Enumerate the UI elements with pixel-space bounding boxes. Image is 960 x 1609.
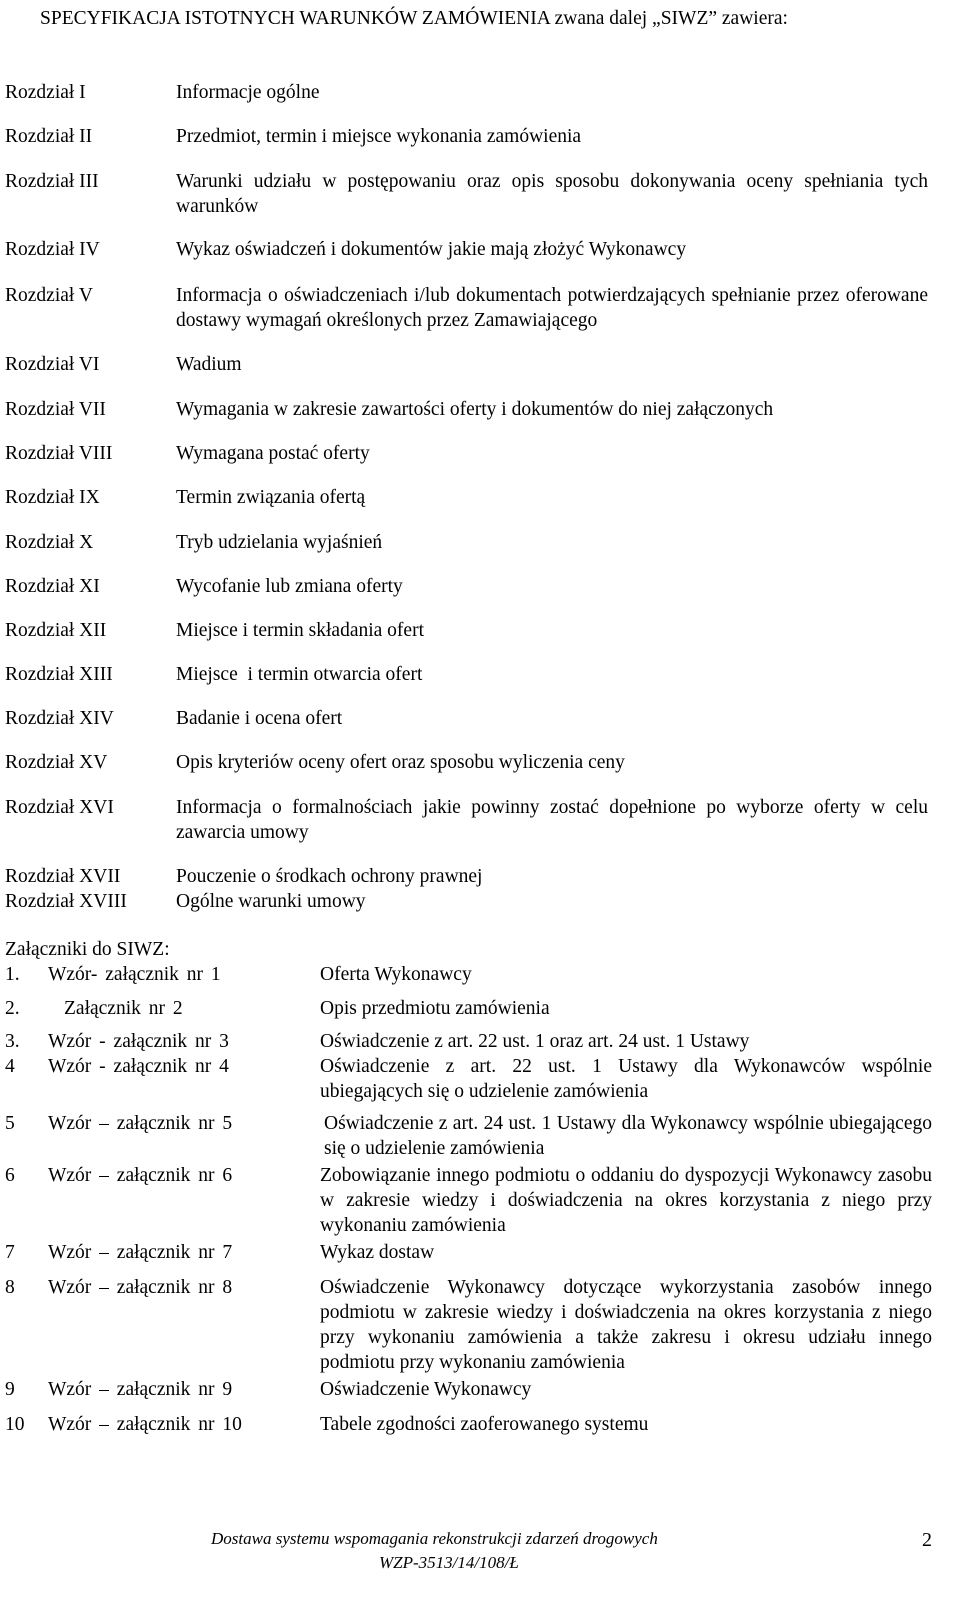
annex-label: Wzór – załącznik nr 8 [48, 1277, 233, 1298]
chapter-title: Informacja o formalnościach jakie powinny zostać dopełnione po wyborze oferty w celu zawarcia umowy [176, 797, 928, 843]
chapter-label: Rozdział XI [5, 576, 100, 597]
chapter-label: Rozdział II [5, 126, 93, 147]
document-title: SPECYFIKACJA ISTOTNYCH WARUNKÓW ZAMÓWIENIA zwana dalej „SIWZ” zawiera: [40, 8, 788, 29]
chapter-title: Pouczenie o środkach ochrony prawnej [176, 866, 483, 887]
chapter-title: Opis kryteriów oceny ofert oraz sposobu wyliczenia ceny [176, 752, 625, 773]
chapter-title: Przedmiot, termin i miejsce wykonania zamówienia [176, 126, 582, 147]
annex-title: Zobowiązanie innego podmiotu o oddaniu do dyspozycji Wykonawcy zasobu w zakresie wiedzy i doświadczenia na okres korzystania z niego przy wykonaniu zamówienia [320, 1165, 932, 1236]
annex-title: Oświadczenie z art. 22 ust. 1 oraz art. 24 ust. 1 Ustawy [320, 1031, 750, 1052]
annex-label: Załącznik nr 2 [64, 998, 183, 1019]
chapter-title: Informacje ogólne [176, 82, 320, 103]
footer-title: Dostawa systemu wspomagania rekonstrukcji zdarzeń drogowych [211, 1529, 658, 1548]
annex-label: Wzór- załącznik nr 1 [48, 964, 221, 985]
annexes-heading: Załączniki do SIWZ: [5, 939, 170, 960]
annex-label: Wzór - załącznik nr 4 [48, 1056, 229, 1077]
chapter-label: Rozdział VIII [5, 443, 113, 464]
chapter-title: Wykaz oświadczeń i dokumentów jakie mają złożyć Wykonawcy [176, 239, 687, 260]
annex-title: Wykaz dostaw [320, 1242, 435, 1263]
annex-number: 2. [5, 998, 20, 1019]
chapter-title: Miejsce i termin składania ofert [176, 620, 424, 641]
chapter-label: Rozdział VII [5, 399, 106, 420]
chapter-label: Rozdział XVIII [5, 891, 127, 912]
chapter-label: Rozdział XIII [5, 664, 113, 685]
chapter-title: Wycofanie lub zmiana oferty [176, 576, 403, 597]
chapter-label: Rozdział IV [5, 239, 100, 260]
annex-number: 9 [5, 1379, 15, 1400]
chapter-label: Rozdział XII [5, 620, 107, 641]
annex-label: Wzór - załącznik nr 3 [48, 1031, 229, 1052]
chapter-label: Rozdział XVII [5, 866, 121, 887]
chapter-label: Rozdział I [5, 82, 86, 103]
chapter-label: Rozdział III [5, 171, 99, 192]
chapter-label: Rozdział XV [5, 752, 108, 773]
annex-title: Oświadczenie Wykonawcy dotyczące wykorzystania zasobów innego podmiotu w zakresie wiedzy i doświadczenia na okres korzystania z niego przy wykonaniu zamówienia a także zakresu i okresu udziału innego podmiotu przy wykonaniu zamówienia [320, 1277, 932, 1373]
chapter-title: Wymagania w zakresie zawartości oferty i dokumentów do niej załączonych [176, 399, 774, 420]
chapter-label: Rozdział X [5, 532, 94, 553]
chapter-title: Ogólne warunki umowy [176, 891, 366, 912]
annex-number: 7 [5, 1242, 15, 1263]
chapter-label: Rozdział V [5, 285, 93, 306]
chapter-label: Rozdział XVI [5, 797, 114, 818]
annex-number: 5 [5, 1113, 15, 1134]
page-number: 2 [922, 1529, 932, 1551]
annex-number: 3. [5, 1031, 20, 1052]
annex-label: Wzór – załącznik nr 10 [48, 1414, 242, 1435]
chapter-title: Warunki udziału w postępowaniu oraz opis sposobu dokonywania oceny spełniania tych warunków [176, 171, 928, 217]
annex-label: Wzór – załącznik nr 7 [48, 1242, 233, 1263]
annex-number: 8 [5, 1277, 15, 1298]
annex-label: Wzór – załącznik nr 9 [48, 1379, 233, 1400]
annex-number: 10 [5, 1414, 25, 1435]
annex-title: Oświadczenie Wykonawcy [320, 1379, 532, 1400]
annex-title: Oświadczenie z art. 24 ust. 1 Ustawy dla Wykonawcy wspólnie ubiegającego się o udzielenie zamówienia [324, 1113, 932, 1159]
annex-number: 6 [5, 1165, 15, 1186]
chapter-title: Tryb udzielania wyjaśnień [176, 532, 383, 553]
chapter-title: Wymagana postać oferty [176, 443, 370, 464]
chapter-title: Informacja o oświadczeniach i/lub dokumentach potwierdzających spełnianie przez oferowane dostawy wymagań określonych przez Zamawiającego [176, 285, 928, 331]
chapter-label: Rozdział VI [5, 354, 100, 375]
chapter-title: Wadium [176, 354, 242, 375]
annex-number: 4 [5, 1056, 15, 1077]
annex-title: Oferta Wykonawcy [320, 964, 472, 985]
annex-label: Wzór – załącznik nr 5 [48, 1113, 233, 1134]
chapter-label: Rozdział XIV [5, 708, 114, 729]
chapter-title: Miejsce i termin otwarcia ofert [176, 664, 423, 685]
annex-label: Wzór – załącznik nr 6 [48, 1165, 233, 1186]
annex-title: Tabele zgodności zaoferowanego systemu [320, 1414, 649, 1435]
chapter-label: Rozdział IX [5, 487, 100, 508]
annex-title: Opis przedmiotu zamówienia [320, 998, 550, 1019]
annex-number: 1. [5, 964, 20, 985]
chapter-title: Badanie i ocena ofert [176, 708, 343, 729]
chapter-title: Termin związania ofertą [176, 487, 366, 508]
annex-title: Oświadczenie z art. 22 ust. 1 Ustawy dla Wykonawców wspólnie ubiegających się o udzielenie zamówienia [320, 1056, 932, 1102]
footer-reference: WZP-3513/14/108/Ł [379, 1553, 519, 1572]
